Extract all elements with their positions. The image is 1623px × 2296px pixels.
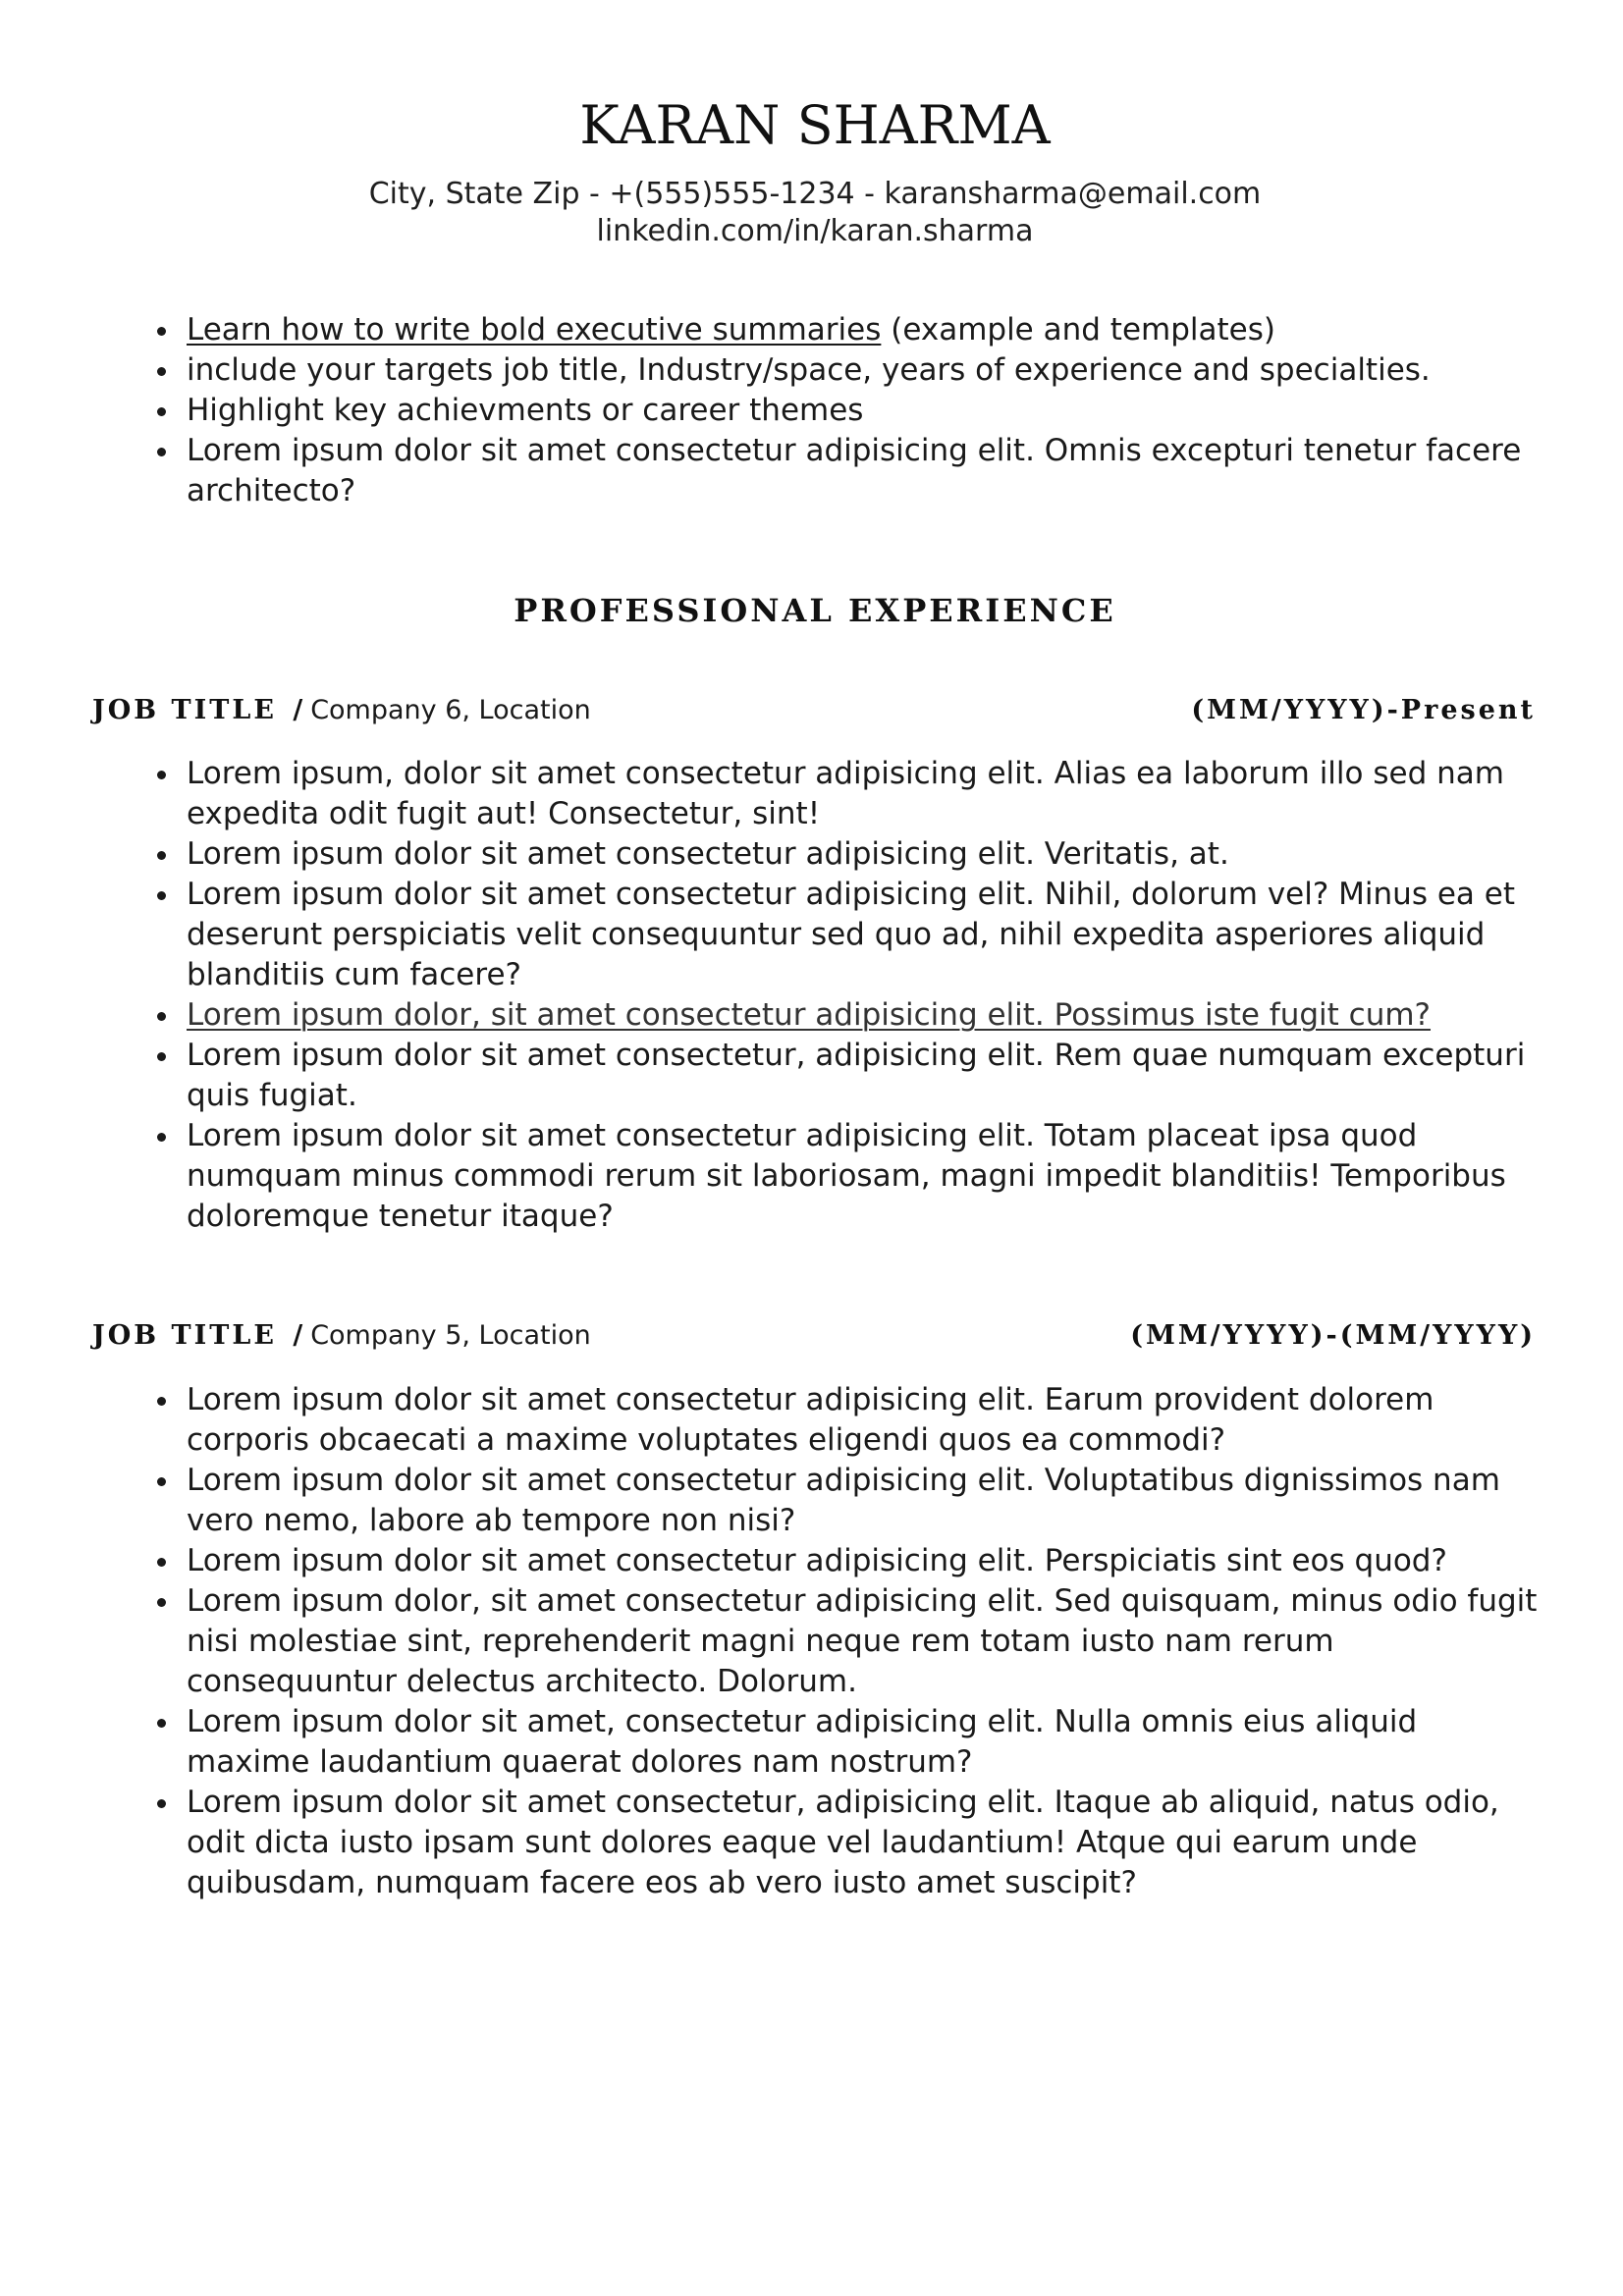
summary-item-text: (example and templates): [881, 312, 1275, 347]
job-company: Company 6, Location: [310, 695, 591, 725]
job-bullet: [187, 1702, 1542, 1783]
summary-item-text: include your targets job title, Industry/space, years of experience and specialties.: [187, 352, 1431, 388]
job-bullet: [187, 1116, 1542, 1237]
bullet-icon: [157, 1799, 166, 1808]
summary-item: [187, 431, 1542, 511]
bullet-icon: [157, 1052, 166, 1061]
job-title: JOB TITLE: [92, 1320, 277, 1351]
bullet-icon: [157, 1397, 166, 1406]
summary-item: [187, 391, 1542, 431]
job-dates: (MM/YYYY)-(MM/YYYY): [1130, 1320, 1536, 1351]
job-bullet-link[interactable]: Lorem ipsum dolor, sit amet consectetur adipisicing elit. Possimus iste fugit cum?: [187, 997, 1432, 1033]
job-header: [92, 691, 1536, 730]
job-bullet: [187, 1581, 1542, 1702]
bullet-icon: [157, 367, 166, 376]
job-bullet: [187, 1783, 1542, 1903]
bullet-icon: [157, 407, 166, 416]
job-bullet: [187, 1380, 1542, 1461]
candidate-name: KARAN SHARMA: [579, 94, 1051, 156]
linkedin-url: linkedin.com/in/karan.sharma: [596, 214, 1034, 248]
summary-item: [187, 350, 1542, 391]
job-title-line: [92, 1316, 591, 1356]
job-title-line: [92, 691, 591, 730]
job-bullet-text: Lorem ipsum dolor sit amet consectetur adipisicing elit. Earum provident dolorem corporis obcaecati a maxime voluptates eligendi quos ea commodi?: [187, 1382, 1434, 1458]
bullet-icon: [157, 1012, 166, 1021]
job-bullet-text: Lorem ipsum dolor sit amet consectetur adipisicing elit. Nihil, dolorum vel? Minus ea et deserunt perspiciatis velit consequuntur sed quo ad, nihil expedita asperiores aliquid blanditiis cum facere?: [187, 877, 1515, 992]
job-bullet-text: Lorem ipsum dolor sit amet consectetur adipisicing elit. Veritatis, at.: [187, 836, 1229, 872]
job-bullet-list: [187, 754, 1542, 1237]
bullet-icon: [157, 1719, 166, 1728]
job-bullet: [187, 834, 1542, 875]
job-header: [92, 1316, 1536, 1356]
bullet-icon: [157, 327, 166, 336]
bullet-icon: [157, 851, 166, 860]
job-bullet-text: Lorem ipsum dolor, sit amet consectetur adipisicing elit. Sed quisquam, minus odio fugit nisi molestiae sint, reprehenderit magni neque rem totam iusto nam rerum consequuntur delectus architecto. Dolorum.: [187, 1583, 1538, 1699]
job-bullet-text: Lorem ipsum dolor sit amet consectetur adipisicing elit. Perspiciatis sint eos quod?: [187, 1543, 1447, 1578]
summary-list: [187, 310, 1542, 511]
summary-item-text: Lorem ipsum dolor sit amet consectetur adipisicing elit. Omnis excepturi tenetur facere architecto?: [187, 433, 1522, 508]
bullet-icon: [157, 1477, 166, 1486]
bullet-icon: [157, 1133, 166, 1142]
summary-item-text: Highlight key achievments or career themes: [187, 393, 864, 428]
job-dates: (MM/YYYY)-Present: [1191, 695, 1536, 725]
job-bullet: [187, 875, 1542, 995]
summary-item: [187, 310, 1542, 350]
job-title-separator: /: [293, 1320, 303, 1351]
section-title-experience: PROFESSIONAL EXPERIENCE: [514, 592, 1116, 629]
bullet-icon: [157, 1558, 166, 1567]
bullet-icon: [157, 448, 166, 456]
job-bullet-text: Lorem ipsum dolor sit amet consectetur adipisicing elit. Totam placeat ipsa quod numquam minus commodi rerum sit laboriosam, magni impedit blanditiis! Temporibus doloremque tenetur itaque?: [187, 1118, 1506, 1234]
job-title: JOB TITLE: [92, 695, 277, 725]
job-bullet-text: Lorem ipsum dolor sit amet consectetur, adipisicing elit. Itaque ab aliquid, natus odio, odit dicta iusto ipsam sunt dolores eaque vel laudantium! Atque qui earum unde quibusdam, numquam facere eos ab vero iusto amet suscipit?: [187, 1785, 1499, 1900]
job-bullet-text: Lorem ipsum dolor sit amet consectetur, adipisicing elit. Rem quae numquam excepturi quis fugiat.: [187, 1038, 1526, 1113]
job-bullet-list: [187, 1380, 1542, 1903]
bullet-icon: [157, 891, 166, 900]
contact-line: City, State Zip - +(555)555-1234 - karansharma@email.com: [368, 177, 1262, 211]
summary-guide-link[interactable]: Learn how to write bold executive summaries: [187, 312, 882, 347]
bullet-icon: [157, 1598, 166, 1607]
job-bullet-text: Lorem ipsum dolor sit amet, consectetur adipisicing elit. Nulla omnis eius aliquid maxime laudantium quaerat dolores nam nostrum?: [187, 1704, 1418, 1780]
job-bullet-text: Lorem ipsum, dolor sit amet consectetur adipisicing elit. Alias ea laborum illo sed nam expedita odit fugit aut! Consectetur, sint!: [187, 756, 1504, 831]
job-bullet: [187, 754, 1542, 834]
job-bullet-text: Lorem ipsum dolor sit amet consectetur adipisicing elit. Voluptatibus dignissimos nam vero nemo, labore ab tempore non nisi?: [187, 1463, 1500, 1538]
bullet-icon: [157, 771, 166, 779]
job-bullet: [187, 1461, 1542, 1541]
job-bullet: [187, 1036, 1542, 1116]
job-company: Company 5, Location: [310, 1320, 591, 1351]
job-bullet: [187, 995, 1542, 1036]
job-bullet: [187, 1541, 1542, 1581]
job-title-separator: /: [293, 695, 303, 725]
